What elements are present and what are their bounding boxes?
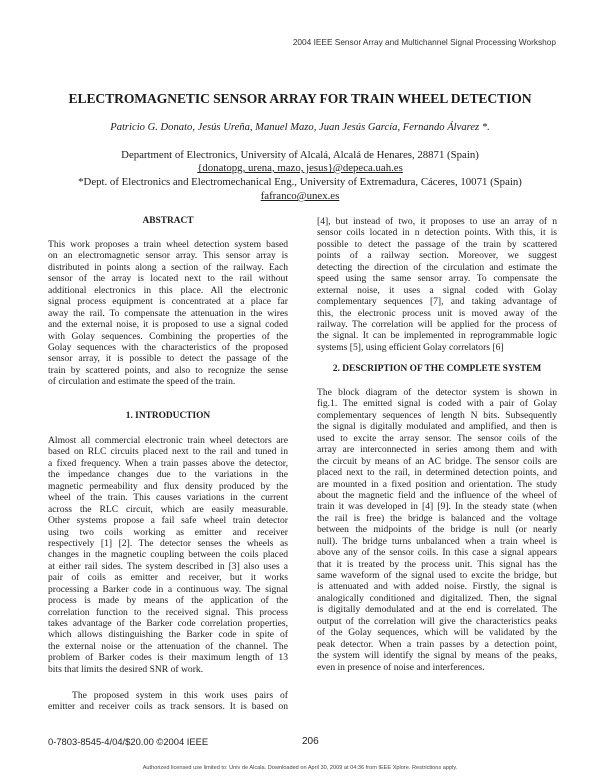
text-line: speed using the same sensor array. To compensate the [317, 273, 557, 285]
text-line: the rail is free) the bridge is balanced and the voltage [317, 512, 557, 524]
text-line: train it was developed in [4] [9]. In the steady state (when [317, 501, 557, 513]
text-line: points of a railway section. Moreover, we suggest [317, 250, 557, 262]
introduction-paragraph-1 [48, 435, 288, 675]
text-line: takes advantage of the Barker code correlation properties, [48, 618, 288, 629]
text-line: distributed in points along a section of the railway. Each [48, 261, 288, 273]
text-line: even in presence of noise and interferences. [317, 661, 485, 673]
text-line: away the rail. To compensate the attenuation in the wires [48, 307, 288, 319]
text-line: This work proposes a train wheel detection system based [48, 239, 288, 250]
text-line: processing a Barker code in a continuous way. The signal [48, 583, 288, 595]
text-line: of circulation and estimate the speed of the train. [48, 376, 236, 388]
text-line: the external noise or the attenuation of the channel. The [48, 640, 288, 652]
text-line: signal process equipment is concentrated at a place far [48, 296, 288, 308]
text-line: correlation function to the received signal. This process [48, 606, 288, 618]
abstract-body [48, 239, 288, 388]
text-line: magnetic permeability and flux density produced by the [48, 480, 288, 492]
text-line: at either rail sides. The system described in [3] also uses a [48, 560, 288, 572]
text-line: same waveform of the signal used to excite the bridge, but [317, 570, 557, 581]
text-line: based on RLC circuits placed next to the rail and tuned in [48, 446, 288, 458]
text-line: the signal. It can be implemented in reprogrammable logic [317, 330, 557, 342]
text-line: changes in the magnetic coupling between the coils placed [48, 549, 288, 561]
text-line: sensor array, it is possible to detect the passage of the [48, 353, 288, 365]
introduction-heading: 1. INTRODUCTION [125, 411, 211, 421]
text-line: array are interconnected in series among them and with [317, 444, 557, 456]
text-line: with Golay sequences. Combining the properties of the [48, 330, 288, 342]
text-line: process is made by means of the application of the [48, 595, 288, 607]
introduction-paragraph-2 [48, 690, 288, 713]
text-line: [4], but instead of two, it proposes to use an array of n [317, 216, 557, 227]
text-line: about the magnetic field and the influence of the wheel of [317, 489, 557, 501]
conference-header: 2004 IEEE Sensor Array and Multichannel Signal Processing Workshop [292, 37, 556, 47]
text-line: the system will identify the signal by means of the peaks, [317, 650, 557, 662]
text-line: respectively [1] [2]. The detector senses the wheels as [48, 537, 288, 549]
text-line: detecting the direction of the circulation and estimate the [317, 261, 557, 273]
text-line: bits that limits the desired SNR of work. [48, 663, 204, 675]
email-2[interactable]: fafranco@unex.es [260, 190, 340, 202]
author-list: Patricio G. Donato, Jesús Ureña, Manuel Mazo, Juan Jesús García, Fernando Álvarez *. [110, 122, 490, 133]
page-number: 206 [302, 736, 319, 747]
text-line: which allows distinguishing the Barker code in spite of [48, 629, 288, 641]
affiliation-2: *Dept. of Electronics and Electromechanical Eng., University of Extremadura, Cáceres, 10071 (Spain) [78, 176, 522, 188]
text-line: systems [5], using efficient Golay correlators [6] [317, 341, 504, 353]
copyright-line: 0-7803-8545-4/04/$20.00 ©2004 IEEE [48, 736, 209, 747]
text-line: above any of the sensor coils. In this case a signal appears [317, 547, 557, 559]
text-line: Almost all commercial electronic train wheel detectors are [48, 435, 288, 446]
text-line: peak detector. When a train passes by a detection point, [317, 638, 557, 650]
paper-title: ELECTROMAGNETIC SENSOR ARRAY FOR TRAIN WHEEL DETECTION [68, 91, 532, 106]
authorized-use-notice: Authorized licensed use limited to: Univ de Alcala. Downloaded on April 30, 2009 at 04:36 from IEEE Xplore. Restrictions apply. [142, 765, 458, 771]
text-line: The block diagram of the detector system is shown in [317, 387, 557, 398]
abstract-heading: ABSTRACT [142, 216, 194, 226]
text-line: between the midpoints of the bridge is null (or nearly [317, 524, 557, 536]
text-line: this, the electronic process unit is moved away of the [317, 307, 557, 319]
text-line: of the Golay sequences, which will be validated by the [317, 627, 557, 639]
text-line: and the external noise, it is proposed to use a signal coded [48, 319, 288, 331]
text-line: analogically conditioned and digitalized. Then, the signal [317, 592, 557, 604]
text-line: sensor of the array is located next to the rail without [48, 273, 288, 285]
text-line: train by scattered points, and also to recognize the sense [48, 364, 288, 376]
introduction-paragraph-2-continued [317, 216, 557, 353]
text-line: sensor coils located in n detection points. With this, it is [317, 227, 557, 239]
email-1[interactable]: {donatopg, urena, mazo, jesus}@depeca.uah.es [197, 162, 403, 174]
text-line: is digitally demodulated and at the end is correlated. The [317, 604, 557, 616]
text-line: across the RLC circuit, which are easily measurable. [48, 503, 288, 515]
text-line: Golay sequences with the characteristics of the proposed [48, 341, 288, 353]
text-line: possible to detect the passage of the train by scattered [317, 238, 557, 250]
text-line: used to excite the array sensor. The sensor coils of the [317, 432, 557, 444]
text-line: on an electromagnetic sensor array. This sensor array is [48, 250, 288, 262]
text-line: external noise, it uses a signal coded with Golay [317, 284, 557, 296]
affiliation-1: Department of Electronics, University of Alcalá, Alcalá de Henares, 28871 (Spain) [121, 149, 479, 161]
text-line: is attenuated and with added noise. Firstly, the signal is [317, 581, 557, 593]
text-line: fig.1. The emitted signal is coded with a pair of Golay [317, 398, 557, 410]
text-line: a fixed frequency. When a train passes above the detector, [48, 457, 288, 469]
text-line: that it is treated by the process unit. This signal has the [317, 558, 557, 570]
text-line: are mounted in a fixed position and orientation. The study [317, 478, 557, 490]
text-line: the impedance changes due to the variations in the [48, 469, 288, 481]
text-line: additional electronics in this place. All the electronic [48, 284, 288, 296]
text-line: using two coils working as emitter and receiver [48, 526, 288, 538]
text-line: placed next to the rail, in determined detection points, and [317, 467, 557, 479]
section-2-body [317, 387, 557, 673]
text-line: complementary sequences [7], and taking advantage of [317, 296, 557, 308]
text-line: output of the correlation will give the characteristics peaks [317, 615, 557, 627]
text-line: railway. The correlation will be applied for the process of [317, 318, 557, 330]
text-line: pair of coils as emitter and receiver, but it works [48, 572, 288, 584]
text-line: problem of Barker codes is their maximum length of 13 [48, 652, 288, 664]
text-line: complementary sequences of length N bits. Subsequently [317, 409, 557, 421]
text-line: null). The bridge turns unbalanced when a train wheel is [317, 535, 557, 547]
text-line: the signal is digitally modulated and amplified, and then is [317, 421, 557, 433]
text-line: Other systems propose a fail safe wheel train detector [48, 515, 288, 527]
text-line: emitter and receiver coils as track sensors. It is based on [48, 701, 288, 713]
text-line: the circuit by means of an AC bridge. The sensor coils are [317, 455, 557, 467]
text-line: wheel of the train. This causes variations in the current [48, 492, 288, 504]
section-2-heading: 2. DESCRIPTION OF THE COMPLETE SYSTEM [332, 364, 542, 374]
text-line: The proposed system in this work uses pairs of [72, 690, 288, 701]
